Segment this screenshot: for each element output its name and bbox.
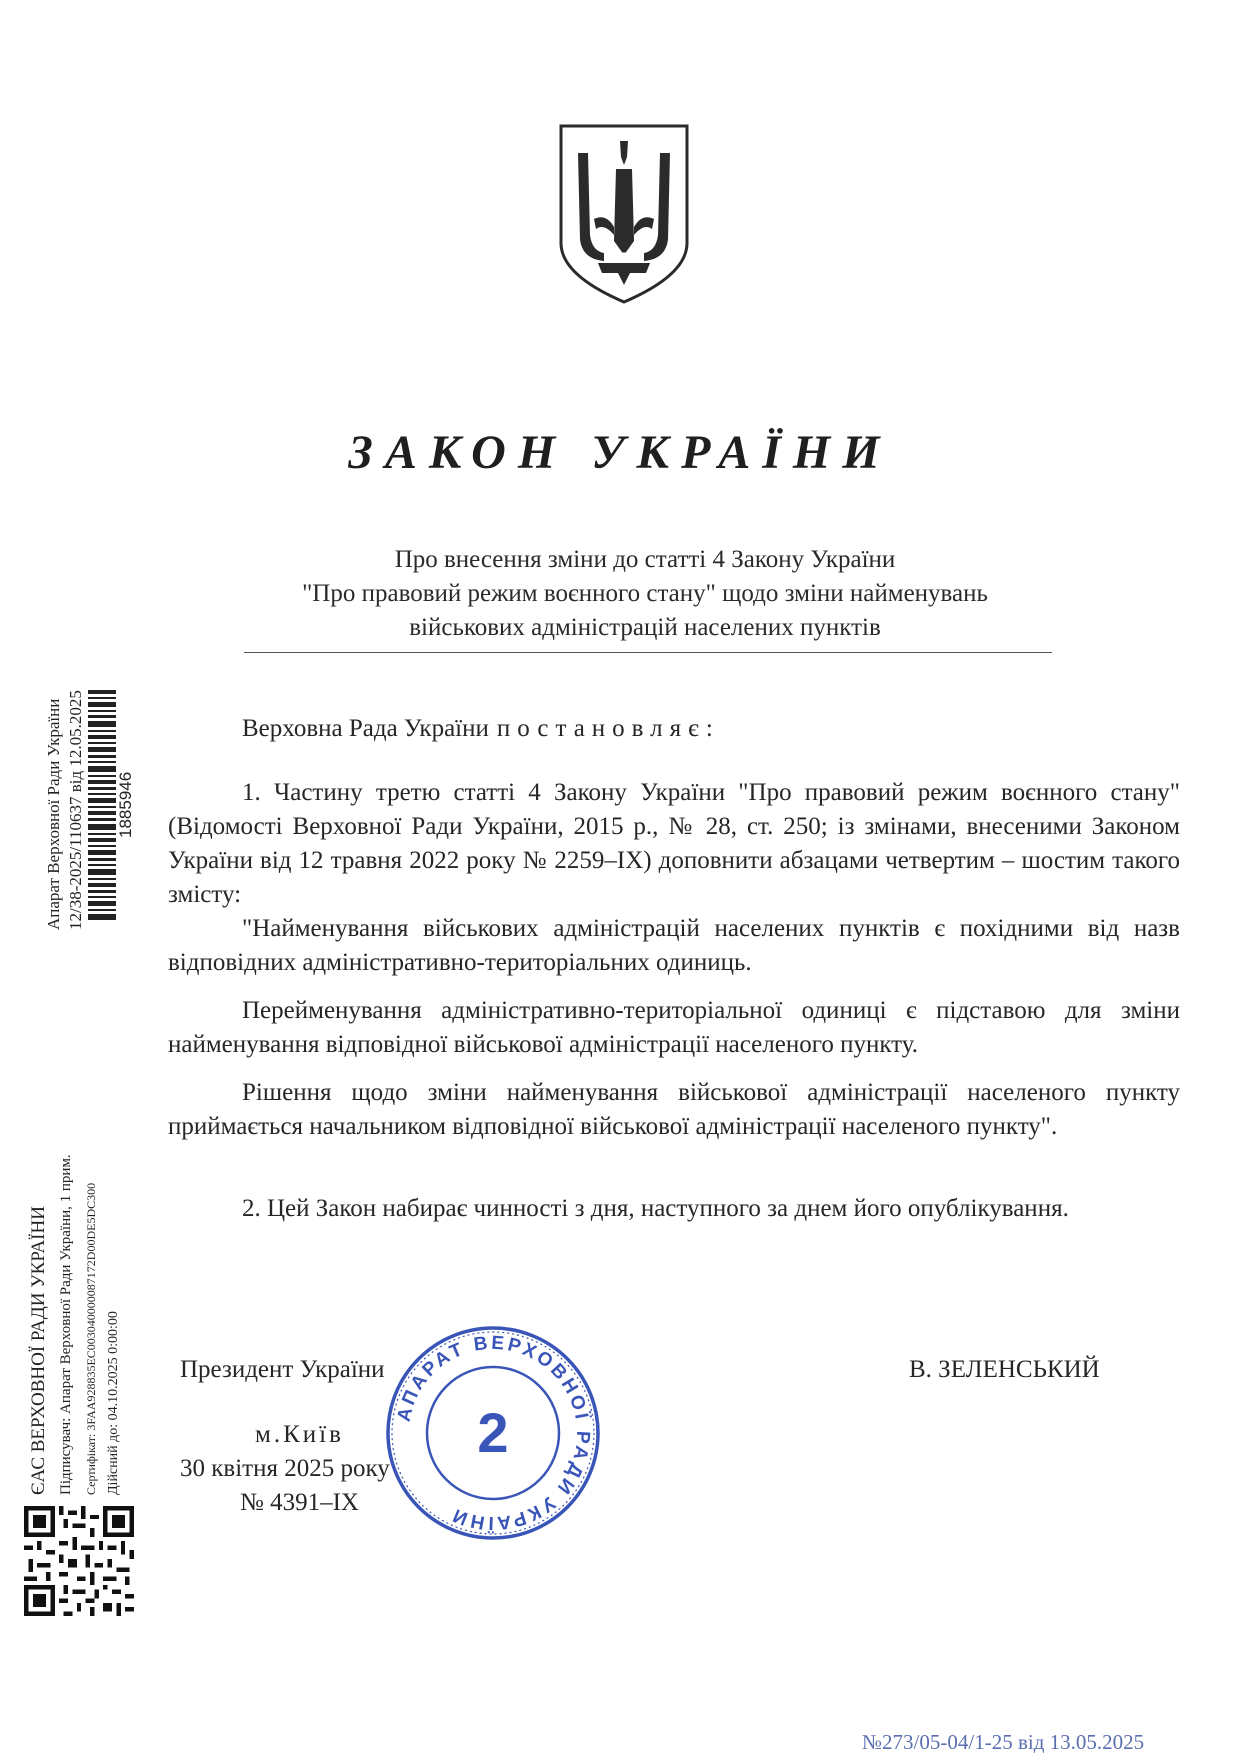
subject-line: "Про правовий режим воєнного стану" щодо зміни найменувань (302, 580, 988, 607)
subject-line: військових адміністрацій населених пунктів (409, 614, 881, 641)
paragraph: Рішення щодо зміни найменування військової адміністрації населеного пункту приймається начальником відповідної військової адміністрації населеного пункту". (168, 1079, 1180, 1140)
signer-name: В. ЗЕЛЕНСЬКИЙ (909, 1356, 1100, 1383)
registration-code: 1885946 (116, 771, 135, 838)
eds-title: ЄАС ВЕРХОВНОЇ РАДИ УКРАЇНИ (28, 1206, 49, 1495)
paragraph: 1. Частину третю статті 4 Закону України "Про правовий режим воєнного стану" (Відомості Верховної Ради України, 2015 р., № 28, ст. 250; із змінами, внесеними Законом України від 12 травня 2022 року № 2259–IX) доповнити абзацами четвертим – шостим такого змісту: (168, 779, 1180, 908)
preamble (242, 712, 720, 746)
stamp-number: 2 (477, 1401, 509, 1464)
registration-number: 12/38-2025/110637 від 12.05.2025 (66, 690, 85, 930)
subject-line: Про внесення зміни до статті 4 Закону України (394, 546, 896, 573)
official-stamp (382, 1322, 604, 1544)
paragraph: "Найменування військових адміністрацій населених пунктів є похідними від назв відповідних адміністративно-територіальних одиниць. (168, 915, 1180, 976)
qr-code (24, 1506, 134, 1616)
stamp-text: АПАРАТ ВЕРХОВНОЇ РАДИ УКРАЇНИ (393, 1332, 594, 1534)
signing-city: м.Київ (255, 1421, 344, 1448)
registration-org: Апарат Верховної Ради України (44, 698, 63, 930)
eds-valid-until: Дійсний до: 04.10.2025 0:00:00 (106, 1311, 121, 1495)
divider (244, 652, 1052, 653)
law-subject (230, 543, 1060, 645)
incoming-registration-number: №273/05-04/1-25 від 13.05.2025 (862, 1730, 1145, 1754)
signing-date: 30 квітня 2025 року (180, 1455, 390, 1482)
preamble-subject: Верховна Рада України (242, 715, 489, 742)
barcode (88, 690, 116, 920)
eds-signer: Підписувач: Апарат Верховної Ради України, 1 прим. (58, 1154, 74, 1495)
signer-position: Президент України (180, 1356, 385, 1383)
paragraph: 2. Цей Закон набирає чинності з дня, наступного за днем його опублікування. (242, 1195, 1069, 1222)
preamble-verb: постановляє: (496, 715, 720, 742)
page-title: ЗАКОН УКРАЇНИ (348, 426, 892, 479)
coat-of-arms-icon (558, 123, 690, 305)
paragraph: Перейменування адміністративно-територіальної одиниці є підставою для зміни найменування відповідної військової адміністрації населеного пункту. (168, 997, 1180, 1058)
eds-certificate: Сертифікат: 3FAA928835EC003040000087172D00DE5DC300 (84, 1182, 98, 1495)
law-number: № 4391–IX (240, 1489, 359, 1516)
